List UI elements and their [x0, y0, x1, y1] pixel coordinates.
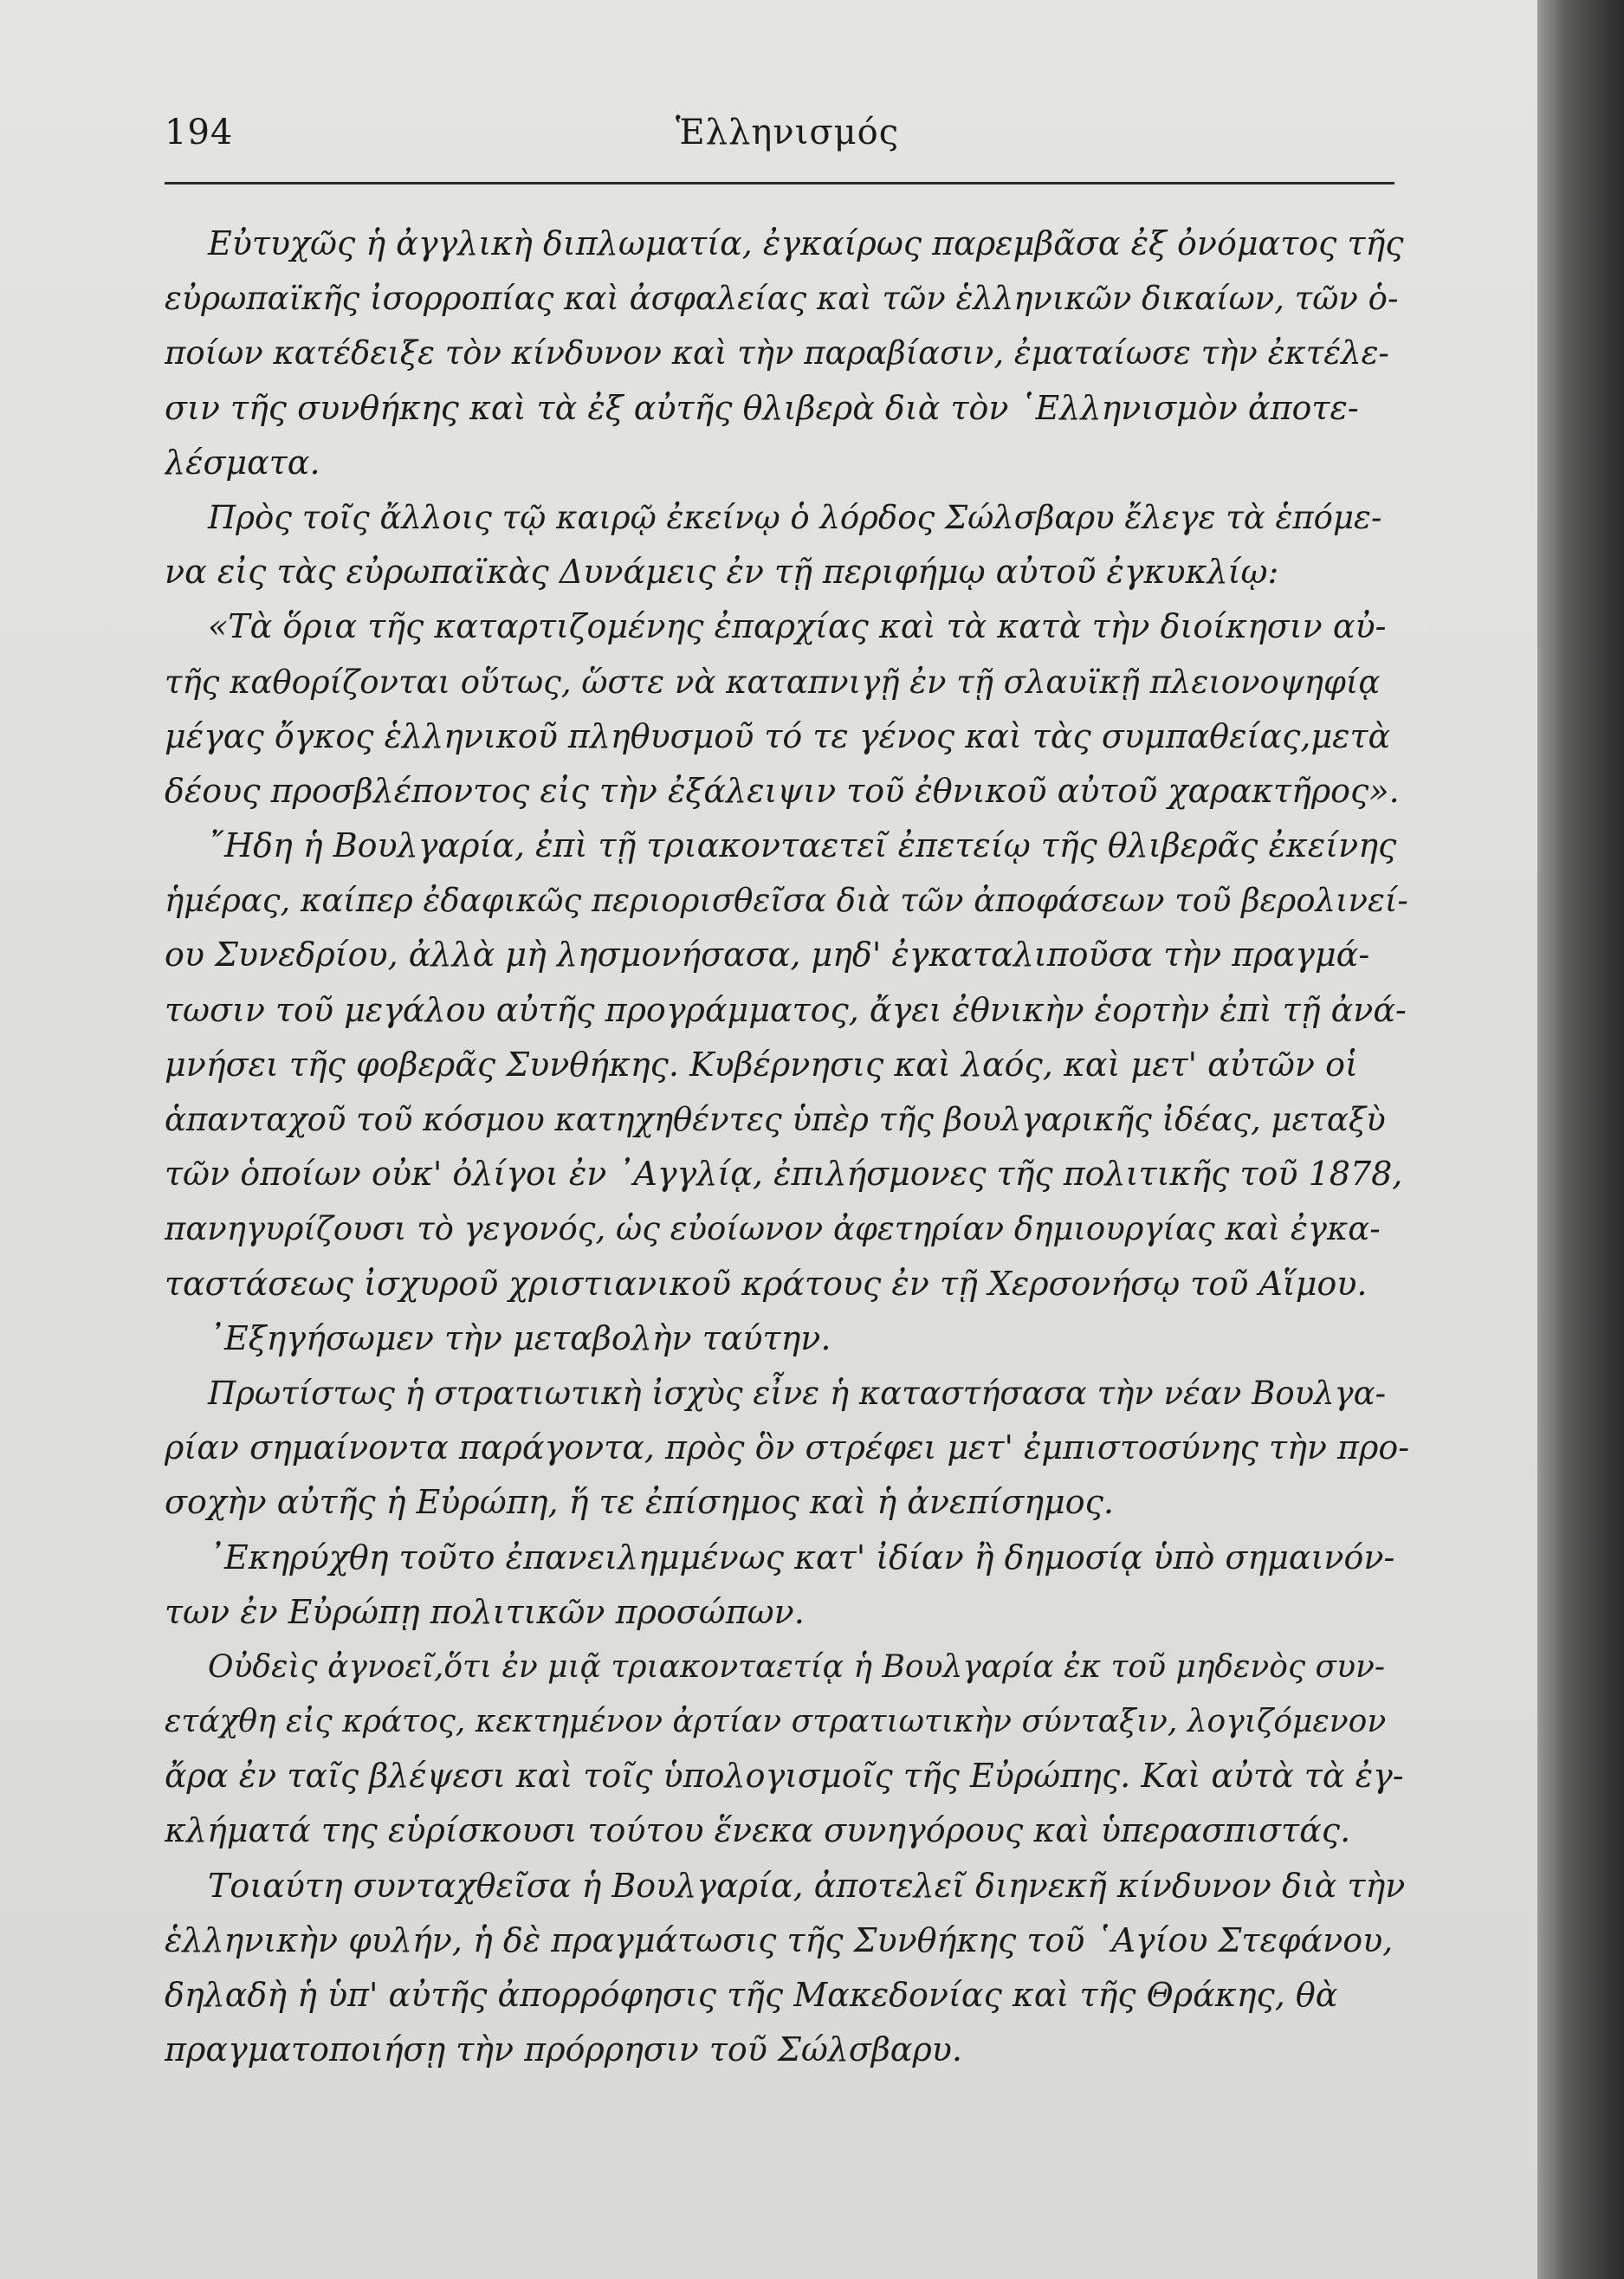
- text-line: να εἰς τὰς εὐρωπαϊκὰς Δυνάμεις ἐν τῇ περιφήμῳ αὐτοῦ ἐγκυκλίῳ:: [165, 553, 1279, 592]
- text-line: ετάχθη εἰς κράτος, κεκτημένον ἀρτίαν στρατιωτικὴν σύνταξιν, λογιζόμενον: [165, 1704, 1387, 1740]
- text-line: ἡμέρας, καίπερ ἐδαφικῶς περιορισθεῖσα διὰ τῶν ἀποφάσεων τοῦ βερολινεί-: [165, 882, 1408, 920]
- text-line: Οὐδεὶς ἀγνοεῖ,ὅτι ἐν μιᾷ τριακονταετίᾳ ἡ Βουλγαρία ἐκ τοῦ μηδενὸς συν-: [208, 1648, 1386, 1685]
- text-line: μέγας ὄγκος ἑλληνικοῦ πληθυσμοῦ τό τε γένος καὶ τὰς συμπαθείας,μετὰ: [165, 716, 1391, 755]
- text-line: Τοιαύτη συνταχθεῖσα ἡ Βουλγαρία, ἀποτελεῖ διηνεκῆ κίνδυνον διὰ τὴν: [208, 1866, 1406, 1905]
- text-line: τῶν ὁποίων οὐκ' ὀλίγοι ἐν ᾿Αγγλίᾳ, ἐπιλήσμονες τῆς πολιτικῆς τοῦ 1878,: [165, 1155, 1403, 1194]
- text-line: Εὐτυχῶς ἡ ἀγγλικὴ διπλωματία, ἐγκαίρως παρεμβᾶσα ἐξ ὀνόματος τῆς: [208, 224, 1404, 262]
- header-rule: [165, 182, 1394, 185]
- text-line: των ἐν Εὐρώπῃ πολιτικῶν προσώπων.: [165, 1592, 805, 1631]
- text-line: ἄρα ἐν ταῖς βλέψεσι καὶ τοῖς ὑπολογισμοῖς τῆς Εὐρώπης. Καὶ αὐτὰ τὰ ἐγ-: [165, 1757, 1404, 1796]
- text-line: σοχὴν αὐτῆς ἡ Εὐρώπη, ἥ τε ἐπίσημος καὶ ἡ ἀνεπίσημος.: [165, 1483, 1114, 1522]
- text-line: τωσιν τοῦ μεγάλου αὐτῆς προγράμματος, ἄγει ἐθνικὴν ἑορτὴν ἐπὶ τῇ ἀνά-: [165, 990, 1407, 1029]
- text-line: πραγματοποιήσῃ τὴν πρόρρησιν τοῦ Σώλσβαρυ.: [165, 2030, 962, 2069]
- text-line: μνήσει τῆς φοβερᾶς Συνθήκης. Κυβέρνησις καὶ λαός, καὶ μετ' αὐτῶν οἱ: [165, 1045, 1358, 1084]
- text-line: δηλαδὴ ἡ ὑπ' αὐτῆς ἀπορρόφησις τῆς Μακεδονίας καὶ τῆς Θράκης, θὰ: [165, 1976, 1338, 2014]
- text-line: σιν τῆς συνθήκης καὶ τὰ ἐξ αὐτῆς θλιβερὰ διὰ τὸν ῾Ελληνισμὸν ἀποτε-: [165, 388, 1359, 427]
- text-line: ταστάσεως ἰσχυροῦ χριστιανικοῦ κράτους ἐν τῇ Χερσονήσῳ τοῦ Αἵμου.: [165, 1264, 1368, 1303]
- text-line: δέους προσβλέποντος εἰς τὴν ἐξάλειψιν τοῦ ἐθνικοῦ αὐτοῦ χαρακτῆρος».: [165, 771, 1400, 810]
- text-line: ποίων κατέδειξε τὸν κίνδυνον καὶ τὴν παραβίασιν, ἐματαίωσε τὴν ἐκτέλε-: [165, 334, 1389, 372]
- page-number: 194: [165, 113, 234, 152]
- text-line: ἁπανταχοῦ τοῦ κόσμου κατηχηθέντες ὑπὲρ τῆς βουλγαρικῆς ἰδέας, μεταξὺ: [165, 1101, 1386, 1138]
- text-line: «Τὰ ὅρια τῆς καταρτιζομένης ἐπαρχίας καὶ τὰ κατὰ τὴν διοίκησιν αὐ-: [208, 607, 1387, 646]
- text-line: ῎Ηδη ἡ Βουλγαρία, ἐπὶ τῇ τριακονταετεῖ ἐπετείῳ τῆς θλιβερᾶς ἐκείνης: [208, 826, 1397, 865]
- text-line: λέσματα.: [165, 443, 320, 482]
- text-line: Πρὸς τοῖς ἄλλοις τῷ καιρῷ ἐκείνῳ ὁ λόρδος Σώλσβαρυ ἔλεγε τὰ ἑπόμε-: [208, 498, 1382, 536]
- text-line: Πρωτίστως ἡ στρατιωτικὴ ἰσχὺς εἶνε ἡ καταστήσασα τὴν νέαν Βουλγα-: [208, 1374, 1387, 1412]
- text-line: τῆς καθορίζονται οὕτως, ὥστε νὰ καταπνιγῇ ἐν τῇ σλαυϊκῇ πλειονοψηφίᾳ: [165, 663, 1381, 701]
- running-title: Ἑλληνισμός: [676, 113, 900, 152]
- text-line: ἑλληνικὴν φυλήν, ἡ δὲ πραγμάτωσις τῆς Συνθήκης τοῦ ῾Αγίου Στεφάνου,: [165, 1920, 1394, 1959]
- text-line: ρίαν σημαίνοντα παράγοντα, πρὸς ὃν στρέφει μετ' ἐμπιστοσύνης τὴν προ-: [165, 1428, 1410, 1467]
- page-header: [165, 113, 1394, 182]
- text-line: εὐρωπαϊκῆς ἰσορροπίας καὶ ἀσφαλείας καὶ τῶν ἑλληνικῶν δικαίων, τῶν ὁ-: [165, 280, 1399, 318]
- text-line: ᾿Εξηγήσωμεν τὴν μεταβολὴν ταύτην.: [208, 1318, 831, 1357]
- text-line: κλήματά της εὑρίσκουσι τούτου ἕνεκα συνηγόρους καὶ ὑπερασπιστάς.: [165, 1811, 1351, 1850]
- text-line: ᾿Εκηρύχθη τοῦτο ἐπανειλημμένως κατ' ἰδίαν ἢ δημοσίᾳ ὑπὸ σημαινόν-: [208, 1538, 1395, 1577]
- text-line: ου Συνεδρίου, ἀλλὰ μὴ λησμονήσασα, μηδ' ἐγκαταλιποῦσα τὴν πραγμά-: [165, 936, 1370, 974]
- text-line: πανηγυρίζουσι τὸ γεγονός, ὡς εὐοίωνον ἀφετηρίαν δημιουργίας καὶ ἐγκα-: [165, 1210, 1381, 1248]
- book-gutter-shadow: [1537, 0, 1624, 2279]
- body-text: [165, 217, 1412, 2077]
